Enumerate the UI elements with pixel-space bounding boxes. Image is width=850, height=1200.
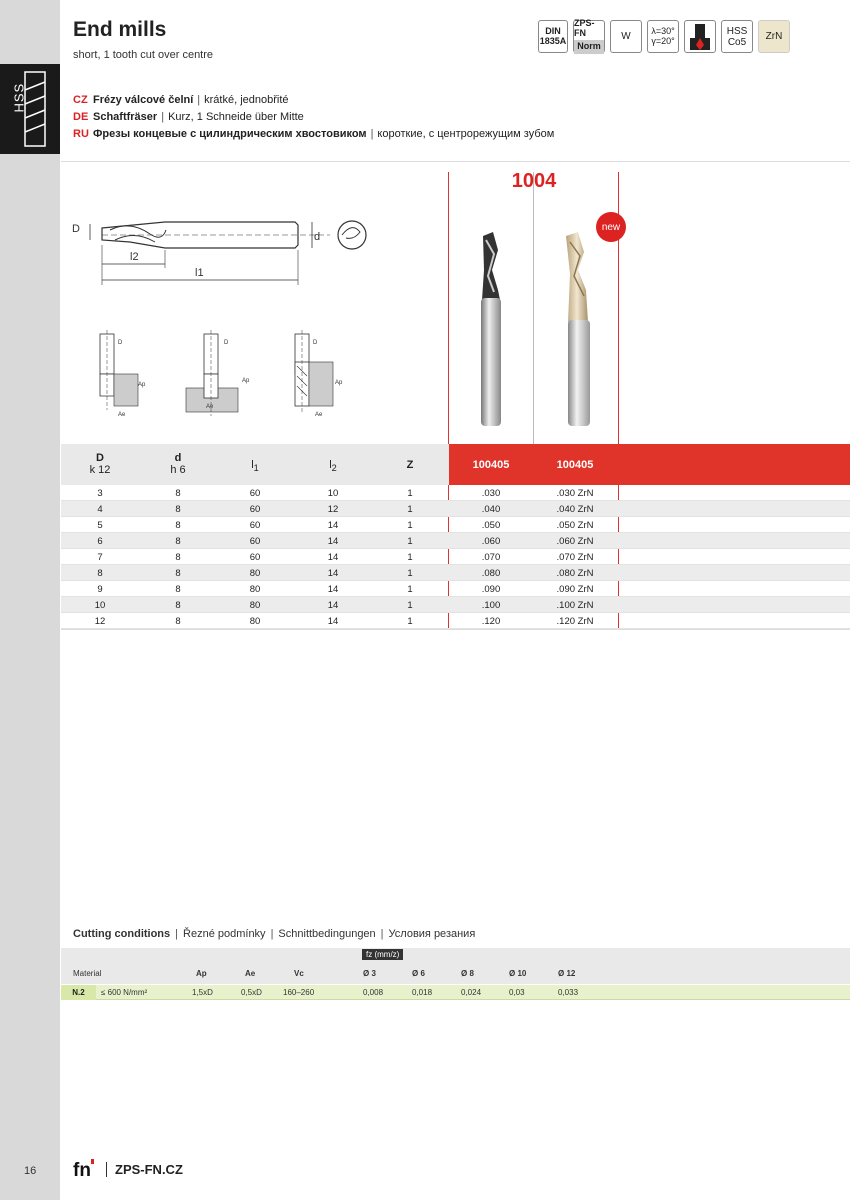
cell-c2[interactable]: .060 ZrN <box>556 536 594 547</box>
diagram-label-ae: Ae <box>118 412 126 418</box>
milling-diagram-side <box>285 330 355 420</box>
logo-text: fn <box>73 1160 91 1181</box>
diagram-label-D: D <box>224 340 229 346</box>
cell-D: 3 <box>97 488 103 499</box>
cc-title-cz: Řezné podmínky <box>183 928 266 940</box>
cell-l2: 14 <box>327 552 339 563</box>
type-badge <box>610 20 642 53</box>
column-divider <box>533 172 534 444</box>
divider <box>61 629 850 630</box>
sidebar <box>0 0 60 1200</box>
din-label: DIN <box>545 25 561 36</box>
cell-l1: 80 <box>249 568 261 579</box>
material-hss: HSS <box>726 25 748 37</box>
dimension-drawing <box>70 200 380 290</box>
cell-c1[interactable]: .070 <box>481 552 501 563</box>
cell-Z: 1 <box>407 536 413 547</box>
gamma-angle: γ=20° <box>651 35 675 46</box>
table-row <box>61 517 850 533</box>
cell-l1: 80 <box>249 616 261 627</box>
end-mill-zrn-photo <box>556 230 606 430</box>
col-l2 <box>317 459 349 473</box>
lang-desc: krátké, jednobřité <box>204 94 289 106</box>
cell-Z: 1 <box>407 584 413 595</box>
col-l1-sub: 1 <box>253 463 259 474</box>
page-number: 16 <box>24 1165 37 1177</box>
end-mill-photo <box>468 230 518 430</box>
angles-badge <box>647 20 679 53</box>
label-l1: l1 <box>195 267 204 279</box>
col-D-label: D <box>96 452 104 464</box>
cell-D: 10 <box>94 600 106 611</box>
cell-Z: 1 <box>407 488 413 499</box>
col-d <box>159 452 197 476</box>
col-d-label: d <box>174 452 182 464</box>
divider <box>61 161 850 162</box>
cell-c2[interactable]: .070 ZrN <box>556 552 594 563</box>
new-badge: new <box>596 212 626 242</box>
cell-l2: 14 <box>327 616 339 627</box>
cell-d: 8 <box>175 552 181 563</box>
cell-l1: 80 <box>249 584 261 595</box>
hss-tab-label: HSS <box>11 82 27 113</box>
cell-c2[interactable]: .030 ZrN <box>556 488 594 499</box>
zps-label: ZPS-FN <box>574 17 595 38</box>
cell-l2: 14 <box>327 536 339 547</box>
cc-f3-value: 0,008 <box>363 988 384 997</box>
cc-col-d8: Ø 8 <box>461 969 474 978</box>
cell-D: 7 <box>97 552 103 563</box>
cell-l2: 14 <box>327 568 339 579</box>
table-row <box>61 565 850 581</box>
lang-name: Фрезы концевые с цилиндрическим хвостовиком <box>93 128 367 140</box>
label-l2: l2 <box>130 251 139 263</box>
cc-col-d3: Ø 3 <box>363 969 376 978</box>
footer-site[interactable]: ZPS-FN.CZ <box>106 1162 183 1177</box>
cell-l1: 60 <box>249 504 261 515</box>
lang-code: RU <box>73 128 89 140</box>
cell-D: 12 <box>94 616 106 627</box>
end-mill-icon <box>22 70 48 148</box>
col-code-2: 100405 <box>556 459 594 471</box>
lang-line-de: DE Schaftfräser | Kurz, 1 Schneide über Mitte <box>73 109 554 126</box>
table-row <box>61 581 850 597</box>
cc-vc-value: 160–260 <box>283 988 315 997</box>
col-d-tolerance: h 6 <box>170 464 186 476</box>
col-l2-sub: 2 <box>331 463 337 474</box>
table-header <box>61 444 850 485</box>
lang-code: DE <box>73 111 89 123</box>
cell-d: 8 <box>175 616 181 627</box>
size-table <box>61 485 850 629</box>
label-d: d <box>314 231 321 243</box>
cell-l1: 60 <box>249 520 261 531</box>
cc-title-ru: Условия резания <box>388 928 476 940</box>
cell-Z: 1 <box>407 616 413 627</box>
cc-col-ap: Ap <box>196 969 207 978</box>
cell-Z: 1 <box>407 552 413 563</box>
cell-l2: 14 <box>327 600 339 611</box>
cell-d: 8 <box>175 520 181 531</box>
diagram-label-D: D <box>118 340 123 346</box>
cell-d: 8 <box>175 600 181 611</box>
diagram-label-ae: Ae <box>315 412 323 418</box>
milling-diagram-groove <box>180 330 260 420</box>
cell-c1[interactable]: .040 <box>481 504 501 515</box>
col-l1-label: l <box>251 459 254 471</box>
diagram-label-ap: Ap <box>242 378 250 384</box>
cc-ae-value: 0,5xD <box>241 988 262 997</box>
cc-title-de: Schnittbedingungen <box>278 928 376 940</box>
cc-ap-value: 1,5xD <box>192 988 213 997</box>
lang-desc: короткие, с центрорежущим зубом <box>377 128 555 140</box>
col-D-tolerance: k 12 <box>89 464 111 476</box>
cc-f8-value: 0,024 <box>461 988 482 997</box>
cell-l1: 60 <box>249 552 261 563</box>
table-row <box>61 613 850 629</box>
milling-diagram-slot <box>90 330 160 420</box>
cell-l1: 60 <box>249 536 261 547</box>
lambda-angle: λ=30° <box>651 25 675 36</box>
diagram-label-ap: Ap <box>138 382 146 388</box>
cc-col-d12: Ø 12 <box>558 969 576 978</box>
fn-logo-icon <box>72 1157 98 1181</box>
din-norm-badge <box>538 20 568 53</box>
center-cut-badge <box>684 20 716 53</box>
table-row <box>61 597 850 613</box>
col-code-1: 100405 <box>472 459 510 471</box>
cell-d: 8 <box>175 504 181 515</box>
cell-Z: 1 <box>407 568 413 579</box>
col-D <box>81 452 119 476</box>
col-l1 <box>239 459 271 473</box>
cell-Z: 1 <box>407 520 413 531</box>
cell-c2[interactable]: .050 ZrN <box>556 520 594 531</box>
cutting-table-header <box>61 948 850 984</box>
diagram-label-ae: Ae <box>206 404 214 410</box>
cell-l1: 80 <box>249 600 261 611</box>
cell-c1[interactable]: .080 <box>481 568 501 579</box>
cc-col-ae: Ae <box>245 969 256 978</box>
cell-d: 8 <box>175 584 181 595</box>
col-l2-label: l <box>329 459 332 471</box>
zps-norm-label: Norm <box>574 40 604 54</box>
cell-c1[interactable]: .090 <box>481 584 501 595</box>
coating-label: ZrN <box>765 31 783 42</box>
type-label: W <box>621 31 631 42</box>
lang-desc: Kurz, 1 Schneide über Mitte <box>168 111 304 123</box>
cell-c2[interactable]: .040 ZrN <box>556 504 594 515</box>
material-badge <box>721 20 753 53</box>
cell-l2: 14 <box>327 584 339 595</box>
material-spec: ≤ 600 N/mm² <box>101 988 148 997</box>
page-title: End mills <box>73 18 167 41</box>
col-Z: Z <box>406 459 414 471</box>
cc-f6-value: 0,018 <box>412 988 433 997</box>
cell-Z: 1 <box>407 504 413 515</box>
lang-line-cz: CZ Frézy válcové čelní | krátké, jednobřité <box>73 92 554 109</box>
table-row <box>61 533 850 549</box>
cutting-row <box>61 985 850 1000</box>
table-row <box>61 501 850 517</box>
cutting-conditions-title: Cutting conditions | Řezné podmínky | Schnittbedingungen | Условия резания <box>73 928 476 940</box>
cell-d: 8 <box>175 488 181 499</box>
cell-d: 8 <box>175 536 181 547</box>
label-D: D <box>72 223 80 235</box>
cell-c2[interactable]: .120 ZrN <box>556 616 594 627</box>
cc-title-en: Cutting conditions <box>73 928 171 940</box>
diagram-label-ap: Ap <box>335 380 343 386</box>
cell-c1[interactable]: .060 <box>481 536 501 547</box>
series-code: 1004 <box>511 170 557 192</box>
cell-c2[interactable]: .090 ZrN <box>556 584 594 595</box>
cell-c1[interactable]: .120 <box>481 616 501 627</box>
material-co5: Co5 <box>727 36 747 48</box>
diagram-label-D: D <box>313 340 318 346</box>
coating-badge <box>758 20 790 53</box>
fz-label: fz (mm/z) <box>362 949 403 960</box>
lang-name: Schaftfräser <box>93 111 158 123</box>
lang-line-ru: RU Фрезы концевые с цилиндрическим хвостовиком | короткие, с центрорежущим зубом <box>73 126 554 143</box>
zps-norm-badge <box>573 17 605 53</box>
hss-category-tab[interactable] <box>0 64 60 154</box>
cc-col-d10: Ø 10 <box>509 969 527 978</box>
cell-c2[interactable]: .100 ZrN <box>556 600 594 611</box>
cc-col-d6: Ø 6 <box>412 969 425 978</box>
cc-f12-value: 0,033 <box>558 988 579 997</box>
cell-l2: 12 <box>327 504 339 515</box>
center-cut-icon <box>688 23 712 51</box>
cell-l2: 10 <box>327 488 339 499</box>
material-code: N.2 <box>61 985 96 1000</box>
lang-name: Frézy válcové čelní <box>93 94 194 106</box>
cell-c1[interactable]: .050 <box>481 520 501 531</box>
cell-l1: 60 <box>249 488 261 499</box>
footer-brand <box>72 1157 183 1181</box>
cell-D: 8 <box>97 568 103 579</box>
cell-c1[interactable]: .030 <box>481 488 501 499</box>
cc-col-vc: Vc <box>294 969 304 978</box>
cc-f10-value: 0,03 <box>509 988 525 997</box>
translations <box>73 92 554 143</box>
cell-c2[interactable]: .080 ZrN <box>556 568 594 579</box>
cell-Z: 1 <box>407 600 413 611</box>
cell-l2: 14 <box>327 520 339 531</box>
cell-D: 5 <box>97 520 103 531</box>
din-number: 1835A <box>539 35 567 46</box>
lang-code: CZ <box>73 94 88 106</box>
norm-icons <box>538 17 790 53</box>
page-subtitle: short, 1 tooth cut over centre <box>73 49 214 61</box>
cell-d: 8 <box>175 568 181 579</box>
table-row <box>61 485 850 501</box>
cell-c1[interactable]: .100 <box>481 600 501 611</box>
cell-D: 4 <box>97 504 103 515</box>
cell-D: 6 <box>97 536 103 547</box>
cc-col-material: Material <box>73 969 102 978</box>
cell-D: 9 <box>97 584 103 595</box>
table-row <box>61 549 850 565</box>
